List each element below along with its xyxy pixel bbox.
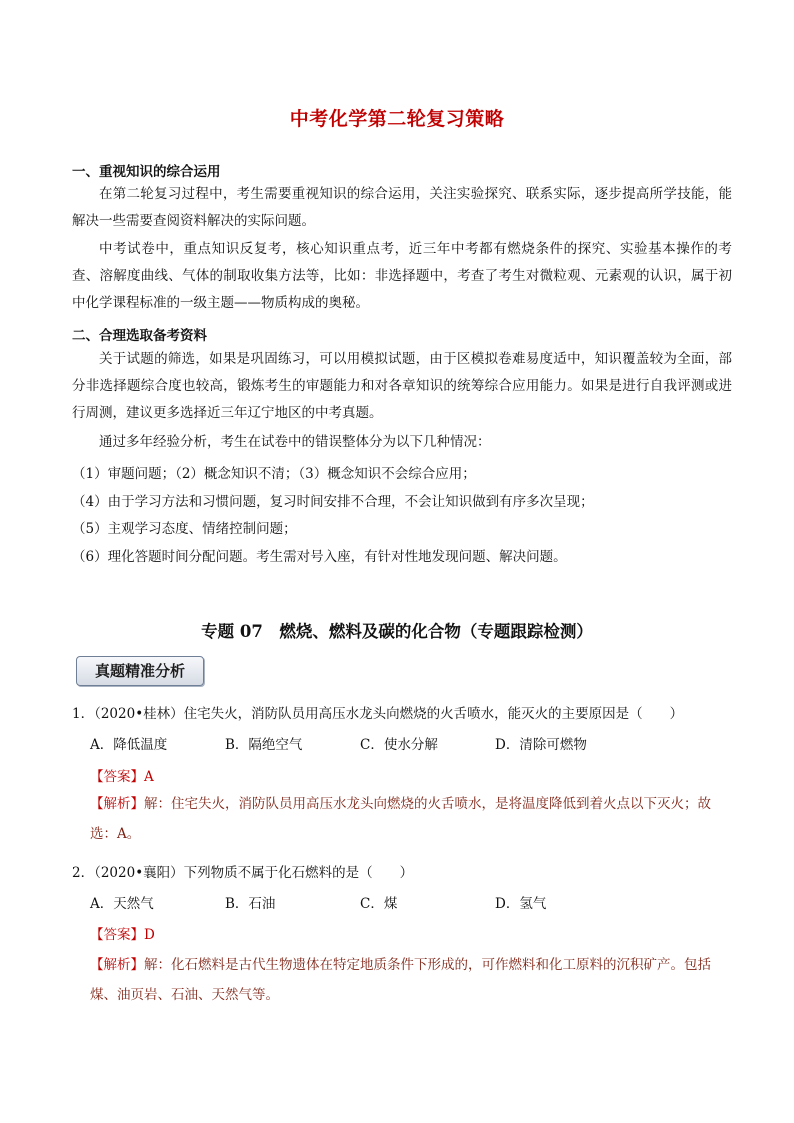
option-b: B．石油	[225, 896, 276, 912]
section1-paragraph-1-text: 在第二轮复习过程中，考生需要重视知识的综合运用，关注实验探究、联系实际，逐步提高所学技能，能解决一些需要查阅资料解决的实际问题。	[72, 186, 732, 229]
section2-paragraph-2	[72, 429, 732, 456]
option-c: C．煤	[360, 896, 398, 912]
question-2-options	[90, 892, 546, 912]
question-1-options	[90, 733, 587, 753]
question-2-answer: 【答案】D	[90, 927, 155, 943]
section2-paragraph-1-text: 关于试题的筛选，如果是巩固练习，可以用模拟试题，由于区模拟卷难易度适中，知识覆盖较为全面，部分非选择题综合度也较高，锻炼考生的审题能力和对各章知识的统筹综合应用能力。如果是进行自我评测或进行周测，建议更多选择近三年辽宁地区的中考真题。	[72, 351, 732, 421]
section2-heading: 二、合理选取备考资料	[72, 328, 207, 344]
error-item: （1）审题问题；（2）概念知识不清；（3）概念知识不会综合应用；	[72, 466, 476, 482]
error-item: （5）主观学习态度、情绪控制问题；	[72, 521, 297, 537]
error-item: （4）由于学习方法和习惯问题，复习时间安排不合理，不会让知识做到有序多次呈现；	[72, 494, 594, 510]
question-1-stem: 1．（2020•桂林）住宅失火，消防队员用高压水龙头向燃烧的火舌喷水，能灭火的主要原因是（ ）	[72, 706, 684, 722]
option-d: D．清除可燃物	[495, 737, 587, 753]
section1-paragraph-1	[72, 181, 732, 235]
section2-paragraph-2-text: 通过多年经验分析，考生在试卷中的错误整体分为以下几种情况：	[99, 434, 491, 450]
section1-heading: 一、重视知识的综合运用	[72, 164, 221, 180]
option-a: A．降低温度	[90, 737, 168, 753]
analysis-text: 解：住宅失火，消防队员用高压水龙头向燃烧的火舌喷水，是将温度降低到着火点以下灭火；故选：A。	[90, 796, 711, 842]
error-item: （6）理化答题时间分配问题。考生需对号入座，有针对性地发现问题、解决问题。	[72, 549, 567, 565]
section1-paragraph-2	[72, 236, 732, 317]
section-label-box: 真题精准分析	[76, 656, 204, 686]
topic-title: 专题 07 燃烧、燃料及碳的化合物（专题跟踪检测）	[201, 622, 593, 641]
option-b: B．隔绝空气	[225, 737, 303, 753]
option-a: A．天然气	[90, 896, 154, 912]
analysis-label: 【解析】	[90, 796, 144, 812]
option-c: C．使水分解	[360, 737, 438, 753]
question-1-analysis	[90, 789, 730, 849]
question-2-stem: 2．（2020•襄阳）下列物质不属于化石燃料的是（ ）	[72, 865, 414, 881]
analysis-text: 解：化石燃料是古代生物遗体在特定地质条件下形成的，可作燃料和化工原料的沉积矿产。包括煤、油页岩、石油、天然气等。	[90, 957, 711, 1003]
analysis-label: 【解析】	[90, 957, 144, 973]
document-title: 中考化学第二轮复习策略	[289, 108, 505, 130]
section1-paragraph-2-text: 中考试卷中，重点知识反复考，核心知识重点考，近三年中考都有燃烧条件的探究、实验基本操作的考查、溶解度曲线、气体的制取收集方法等，比如：非选择题中，考查了考生对微粒观、元素观的认识，属于初中化学课程标准的一级主题——物质构成的奥秘。	[72, 241, 732, 311]
question-1-answer: 【答案】A	[90, 769, 154, 785]
section2-paragraph-1	[72, 346, 732, 427]
option-d: D．氢气	[495, 896, 547, 912]
question-2-analysis	[90, 950, 730, 1010]
